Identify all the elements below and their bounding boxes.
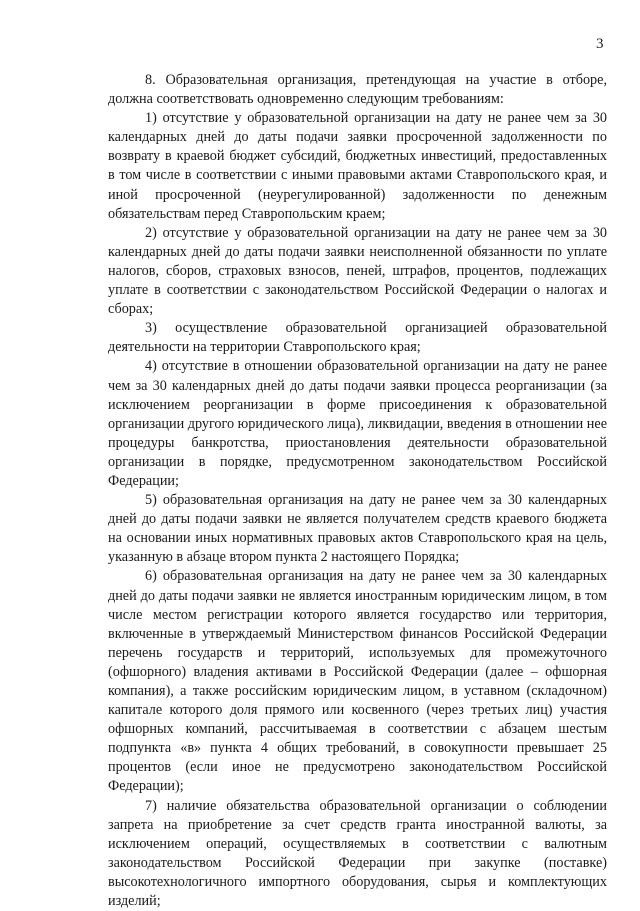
paragraph-item-4: 4) отсутствие в отношении образовательной организации на дату не ранее чем за 30 календарных дней до даты подачи заявки процесса реорганизации (за исключением реорганизации в форме присоединения к образовательной организации другого юридического лица), ликвидации, введения в отношении нее процедуры банкротства, приостановления деятельности образовательной организации в порядке, предусмотренном законодательством Российской Федерации; bbox=[108, 358, 607, 489]
paragraph-item-7: 7) наличие обязательства образовательной организации о соблюдении запрета на приобретение за счет средств гранта иностранной валюты, за исключением операций, осуществляемых в соответствии с валютным законодательством Российской Федерации при закупке (поставке) высокотехнологичного импортного оборудования, сырья и комплектующих изделий; bbox=[108, 797, 607, 910]
paragraph-item-5: 5) образовательная организация на дату не ранее чем за 30 календарных дней до даты подачи заявки не является получателем средств краевого бюджета на основании иных нормативных правовых актов Ставропольского края на цель, указанную в абзаце втором пункта 2 настоящего Порядка; bbox=[108, 492, 607, 566]
page-number: 3 bbox=[596, 36, 604, 52]
paragraph-requirements-intro: 8. Образовательная организация, претендующая на участие в отборе, должна соответствовать одновременно следующим требованиям: bbox=[108, 72, 607, 108]
paragraph-item-1: 1) отсутствие у образовательной организации на дату не ранее чем за 30 календарных дней до даты подачи заявки просроченной задолженности по возврату в краевой бюджет субсидий, бюджетных инвестиций, предоставленных в том числе в соответствии с иными правовыми актами Ставропольского края, и иной просроченной (неурегулированной) задолженности по денежным обязательствам перед Ставропольским краем; bbox=[108, 110, 607, 222]
paragraph-item-6: 6) образовательная организация на дату не ранее чем за 30 календарных дней до даты подачи заявки не является иностранным юридическим лицом, в том числе местом регистрации которого является государство или территория, включенные в утверждаемый Министерством финансов Российской Федерации перечень государств и территорий, используемых для промежуточного (офшорного) владения активами в Российской Федерации (далее – офшорная компания), а также российским юридическим лицом, в уставном (складочном) капитале которого доля прямого или косвенного (через третьих лиц) участия офшорных компаний, рассчитываемая в соответствии с абзацем шестым подпункта «в» пункта 4 общих требований, в совокупности превышает 25 процентов (если иное не предусмотрено законодательством Российской Федерации); bbox=[108, 568, 607, 795]
document-body bbox=[108, 71, 607, 911]
paragraph-item-3: 3) осуществление образовательной организацией образовательной деятельности на территории Ставропольского края; bbox=[108, 320, 607, 356]
paragraph-item-2: 2) отсутствие у образовательной организации на дату не ранее чем за 30 календарных дней до даты подачи заявки неисполненной обязанности по уплате налогов, сборов, страховых взносов, пеней, штрафов, процентов, подлежащих уплате в соответствии с законодательством Российской Федерации о налогах и сборах; bbox=[108, 224, 607, 318]
